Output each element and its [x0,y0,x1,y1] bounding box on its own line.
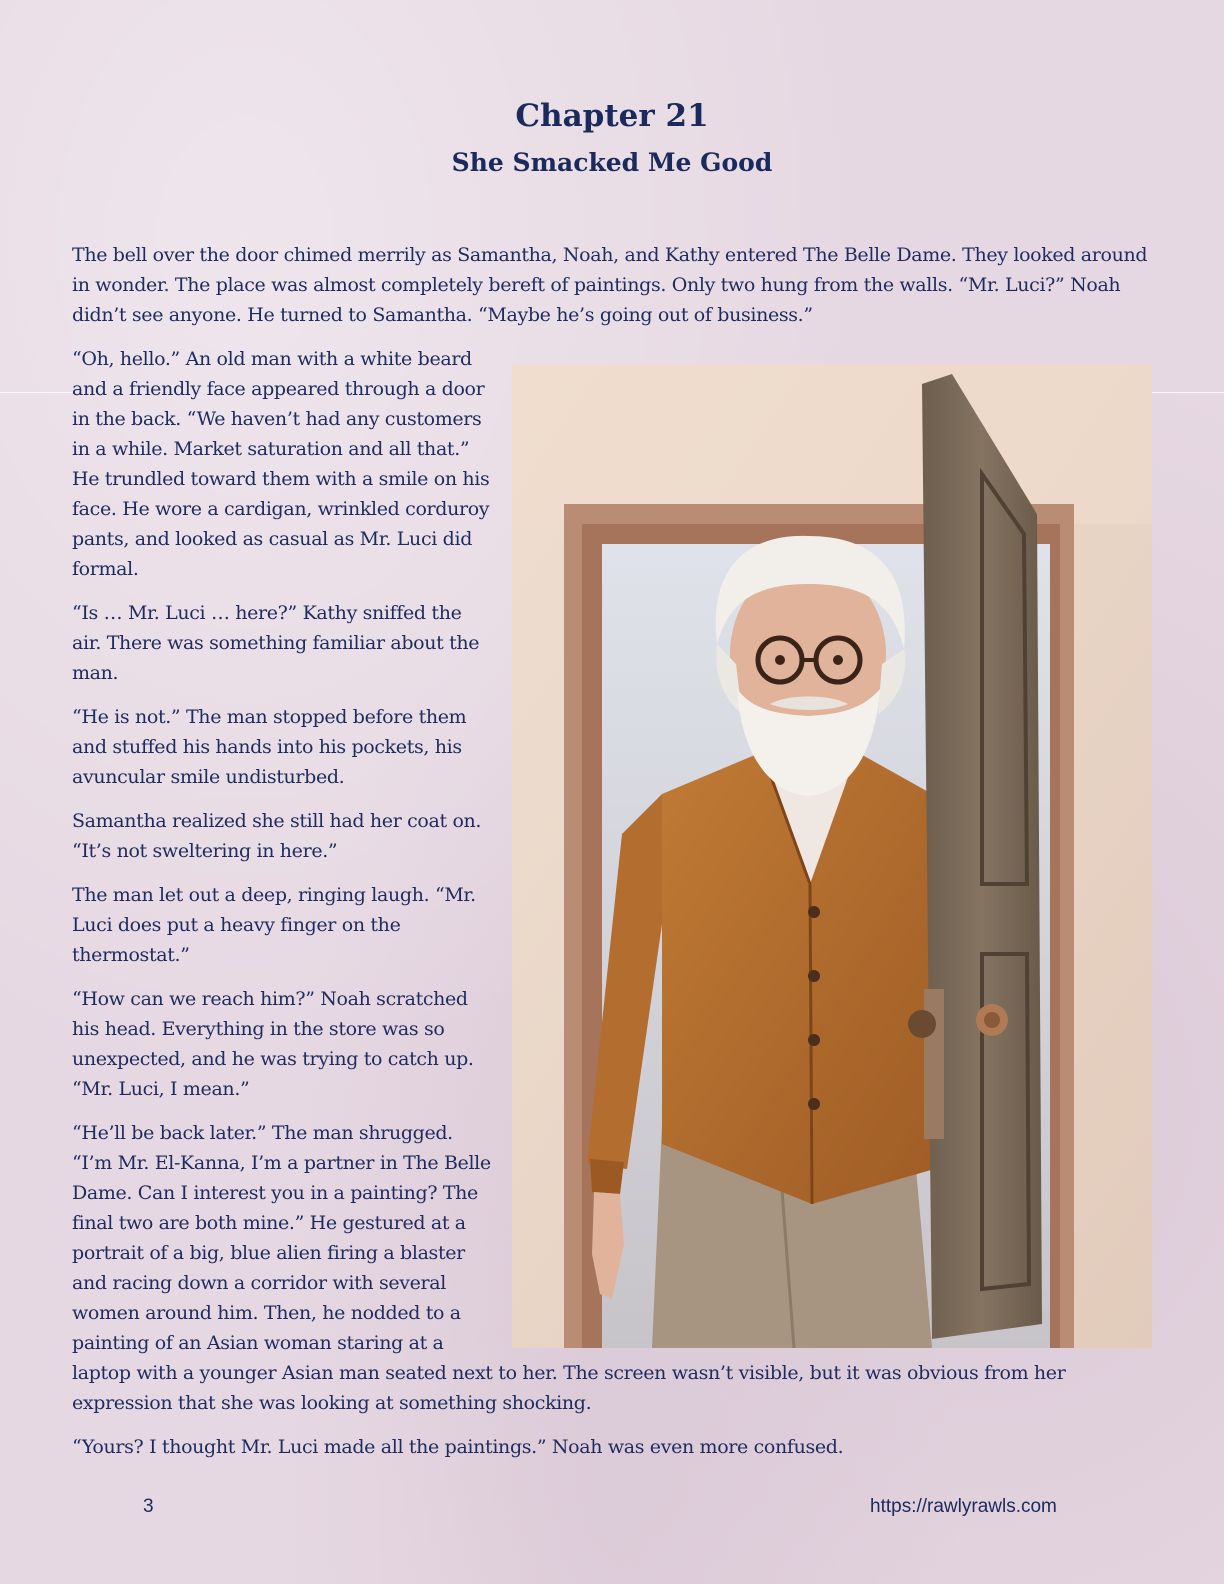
old-man-illustration [512,364,1152,1348]
paragraph: “Oh, hello.” An old man with a white beard and a friendly face appeared through a door in the back. “We haven’t had any customers in a while. Market saturation and all that.” He trundled toward them with a smile on his face. He wore a cardigan, wrinkled corduroy pants, and looked as casual as Mr. Luci did formal. [72,348,490,580]
paragraph: The man let out a deep, ringing laugh. “Mr. Luci does put a heavy finger on the thermostat.” [72,884,476,966]
paragraph: “How can we reach him?” Noah scratched his head. Everything in the store was so unexpected, and he was trying to catch up. “Mr. Luci, I mean.” [72,988,474,1100]
paragraph: “Is … Mr. Luci … here?” Kathy sniffed the air. There was something familiar about the man. [72,602,480,684]
page-guide-line-right [1140,392,1224,393]
paragraph: “He’ll be back later.” The man shrugged. “I’m Mr. El-Kanna, I’m a partner in The Belle Dame. Can I interest you in a painting? The final two are both mine.” He gestured at a portrait of a big, blue alien firing a blaster and racing down a corridor with several women around him. Then, he nodded to a painting of an Asian woman staring at a laptop with a younger Asian man seated next to her. The screen wasn’t visible, but it was obvious from her expression that she was looking at something shocking. [72,1122,1066,1414]
paragraph: Samantha realized she still had her coat on. “It’s not sweltering in here.” [72,810,482,862]
footer-website-link[interactable]: https://rawlyrawls.com [870,1496,1057,1517]
paragraph: “Yours? I thought Mr. Luci made all the paintings.” Noah was even more confused. [72,1436,844,1458]
chapter-title: She Smacked Me Good [451,148,773,177]
paragraph: The bell over the door chimed merrily as Samantha, Noah, and Kathy entered The Belle Dame. They looked around in wonder. The place was almost completely bereft of paintings. Only two hung from the walls. “Mr. Luci?” Noah didn’t see anyone. He turned to Samantha. “Maybe he’s going out of business.” [72,244,1148,326]
chapter-number: Chapter 21 [515,98,709,134]
page-guide-line-left [0,392,72,393]
page-number: 3 [143,1496,154,1517]
chapter-body [72,240,1152,1476]
paragraph: “He is not.” The man stopped before them and stuffed his hands into his pockets, his avuncular smile undisturbed. [72,706,467,788]
